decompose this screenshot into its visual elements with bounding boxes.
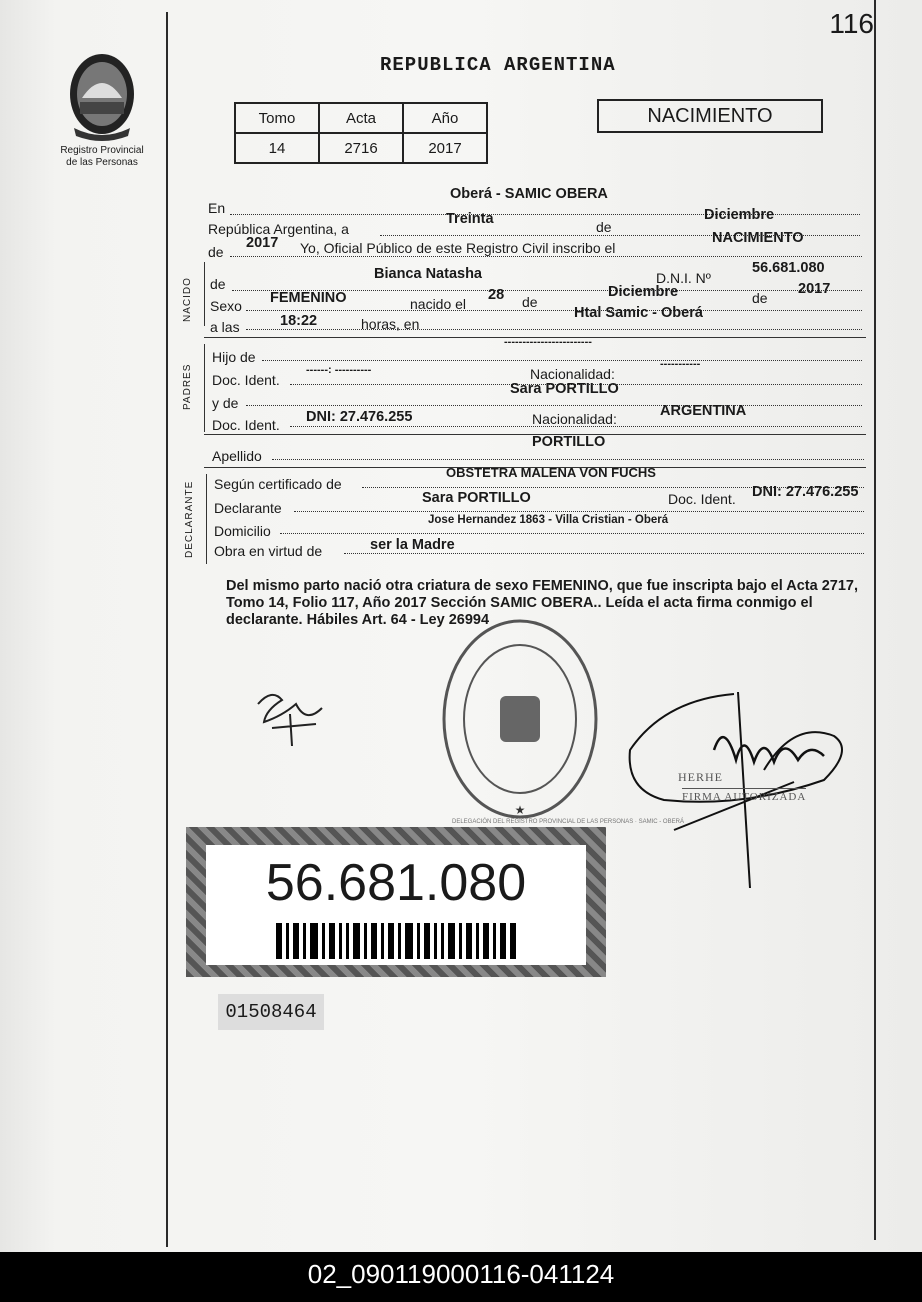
file-id-footer: 02_090119000116-041124 [0, 1252, 922, 1302]
birth-month-value: Diciembre [608, 284, 679, 300]
cert-value: OBSTETRA MALENA VON FUCHS [446, 465, 656, 480]
nacido-de3-label: de [752, 290, 768, 306]
en-label: En [208, 200, 226, 216]
serial-number: 01508464 [218, 994, 324, 1030]
left-margin-line [166, 12, 168, 1247]
logo-label-1: Registro Provincial [60, 145, 144, 156]
logo-label-2: de las Personas [66, 157, 138, 168]
declarant-signature-icon [252, 684, 332, 748]
sexo-label: Sexo [210, 298, 242, 314]
horas-label: horas, en [361, 316, 420, 332]
header-acta: Acta [319, 103, 403, 133]
mother-name-value: Sara PORTILLO [510, 381, 619, 397]
nacido-de-label: de [210, 276, 226, 292]
obra-value: ser la Madre [370, 537, 455, 553]
domicilio-label: Domicilio [214, 523, 271, 539]
barcode-icon [276, 923, 516, 959]
obra-label: Obra en virtud de [214, 543, 323, 559]
padres-section-label: PADRES [182, 363, 193, 410]
apellido-value: PORTILLO [532, 434, 606, 450]
declarante-section-label: DECLARANTE [184, 480, 195, 558]
day-words-value: Treinta [446, 211, 494, 227]
seal-text: DELEGACIÓN DEL REGISTRO PROVINCIAL DE LAS PERSONAS · SAMIC - OBERÁ [452, 819, 684, 825]
father-nac-label: Nacionalidad: [530, 366, 615, 382]
sexo-value: FEMENINO [270, 290, 347, 306]
father-doc-label: Doc. Ident. [212, 372, 280, 388]
right-margin-line [874, 0, 876, 1240]
father-name-value: ------------------------ [504, 336, 592, 348]
birth-year-value: 2017 [798, 281, 831, 297]
provincial-seal-icon [62, 50, 142, 140]
value-ano: 2017 [403, 133, 487, 163]
mother-doc-label: Doc. Ident. [212, 417, 280, 433]
declarante-value: Sara PORTILLO [422, 490, 531, 506]
father-nac-value: ----------- [660, 358, 701, 370]
header-ano: Año [403, 103, 487, 133]
observations-text: Del mismo parto nació otra criatura de sexo FEMENINO, que fue inscripta bajo el Acta 2717, Tomo 14, Folio 117, Año 2017 Sección SAMIC OBERA.. Leída el acta firma conmigo el declarante. Hábiles Art. 64 - Ley 26994 [226, 578, 859, 628]
nacido-section-label: NACIDO [182, 277, 193, 322]
father-doc-value: ------: ---------- [306, 364, 372, 376]
mother-doc-value: DNI: 27.476.255 [306, 409, 413, 425]
cert-label: Según certificado de [214, 476, 342, 492]
nacido-de2-label: de [522, 294, 538, 310]
republica-label: República Argentina, a [208, 221, 349, 237]
hijo-de-label: Hijo de [212, 349, 256, 365]
birth-place-value: Htal Samic - Oberá [574, 305, 703, 321]
de2-label: de [208, 244, 224, 260]
declarante-doc-value: DNI: 27.476.255 [752, 484, 859, 500]
barcode-label [186, 827, 606, 977]
declarante-label: Declarante [214, 500, 282, 516]
official-seal-icon [438, 614, 684, 825]
value-tomo: 14 [235, 133, 319, 163]
dni-label: D.N.I. Nº [656, 270, 711, 286]
svg-text:★: ★ [514, 803, 526, 817]
registry-logo [52, 50, 152, 169]
place-value: Oberá - SAMIC OBERA [450, 186, 608, 202]
barcode-number: 56.681.080 [265, 854, 527, 912]
official-text: Yo, Oficial Público de este Registro Civil inscribo el [300, 240, 616, 256]
domicilio-value: Jose Hernandez 1863 - Villa Cristian - Oberá [428, 514, 669, 526]
stamp-role: FIRMA AUTORIZADA [682, 788, 806, 803]
y-de-label: y de [212, 395, 239, 411]
child-name-value: Bianca Natasha [374, 266, 482, 282]
de-label: de [596, 219, 612, 235]
mother-nac-value: ARGENTINA [660, 403, 747, 419]
page-number: 116 [829, 8, 874, 39]
register-table [234, 102, 488, 164]
declarante-doc-label: Doc. Ident. [668, 491, 736, 507]
year-value: 2017 [246, 235, 279, 251]
document-title: REPUBLICA ARGENTINA [380, 54, 616, 76]
nacido-el-label: nacido el [410, 296, 467, 312]
birth-time-value: 18:22 [280, 313, 318, 329]
a-las-label: a las [210, 319, 240, 335]
value-acta: 2716 [319, 133, 403, 163]
record-type-box: NACIMIENTO [597, 99, 823, 133]
header-tomo: Tomo [235, 103, 319, 133]
apellido-label: Apellido [212, 448, 262, 464]
month-value: Diciembre [704, 207, 775, 223]
dni-value: 56.681.080 [752, 260, 825, 276]
birth-day-value: 28 [488, 287, 505, 303]
mother-nac-label: Nacionalidad: [532, 411, 617, 427]
stamp-name: HERHE [678, 770, 723, 784]
record-value: NACIMIENTO [712, 230, 804, 246]
